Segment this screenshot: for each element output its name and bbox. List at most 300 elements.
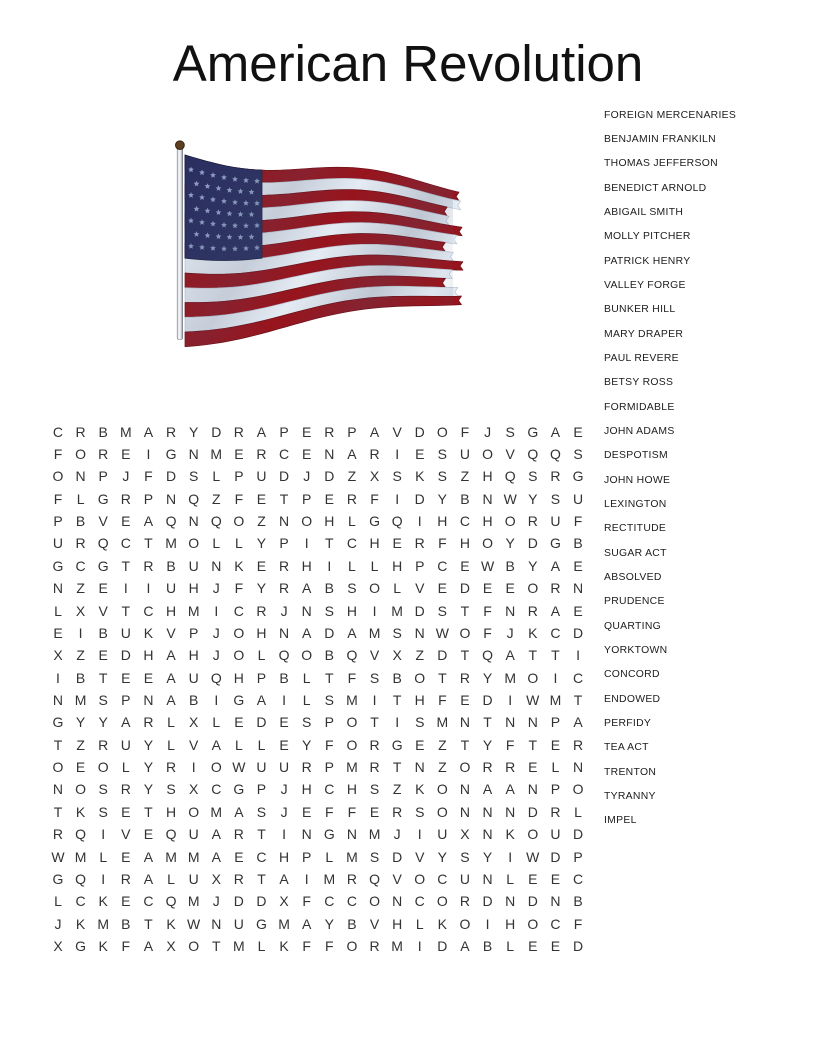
grid-cell: O bbox=[482, 535, 494, 552]
grid-cell: N bbox=[211, 915, 222, 932]
grid-cell: B bbox=[166, 557, 176, 574]
grid-cell: E bbox=[573, 423, 583, 440]
grid-cell: B bbox=[460, 490, 470, 507]
grid-cell: N bbox=[550, 893, 561, 910]
grid-cell: I bbox=[56, 669, 60, 686]
grid-cell: R bbox=[550, 468, 561, 485]
grid-cell: F bbox=[121, 937, 131, 954]
grid-cell: R bbox=[459, 669, 471, 686]
grid-cell: E bbox=[143, 826, 154, 843]
grid-cell: X bbox=[188, 781, 199, 798]
grid-cell: P bbox=[279, 535, 289, 552]
grid-cell: Q bbox=[75, 870, 87, 887]
grid-cell: H bbox=[505, 915, 516, 932]
grid-cell: E bbox=[302, 423, 312, 440]
grid-cell: R bbox=[98, 736, 109, 753]
grid-cell: A bbox=[211, 826, 221, 843]
grid-cell: K bbox=[437, 915, 448, 932]
grid-cell: K bbox=[98, 893, 108, 910]
grid-cell: H bbox=[346, 602, 357, 619]
grid-cell: Y bbox=[528, 490, 538, 507]
grid-cell: W bbox=[526, 691, 540, 708]
grid-cell: E bbox=[256, 490, 267, 507]
grid-cell: B bbox=[573, 535, 583, 552]
grid-cell: I bbox=[304, 535, 309, 552]
flag-image-container bbox=[160, 136, 465, 351]
grid-cell: L bbox=[506, 937, 515, 954]
word-search-grid bbox=[47, 421, 590, 958]
grid-cell: X bbox=[75, 602, 86, 619]
grid-cell: M bbox=[323, 870, 336, 887]
grid-cell: T bbox=[370, 714, 379, 731]
grid-cell: Y bbox=[98, 714, 108, 731]
grid-cell: D bbox=[256, 714, 267, 731]
grid-cell: O bbox=[414, 669, 426, 686]
grid-cell: Y bbox=[482, 848, 493, 865]
grid-cell: F bbox=[302, 937, 311, 954]
grid-cell: V bbox=[415, 580, 425, 597]
word-list-item: PATRICK HENRY bbox=[604, 255, 691, 267]
grid-cell: U bbox=[188, 557, 199, 574]
grid-cell: I bbox=[146, 446, 151, 463]
grid-cell: Q bbox=[549, 446, 561, 463]
grid-cell: O bbox=[75, 446, 87, 463]
grid-cell: B bbox=[98, 624, 108, 641]
grid-cell: M bbox=[346, 691, 358, 708]
grid-cell: R bbox=[256, 446, 267, 463]
grid-cell: Q bbox=[188, 490, 200, 507]
grid-cell: Y bbox=[528, 557, 538, 574]
grid-cell: L bbox=[574, 803, 582, 820]
grid-cell: O bbox=[504, 513, 516, 530]
grid-cell: D bbox=[324, 624, 335, 641]
grid-cell: P bbox=[550, 714, 561, 731]
grid-cell: R bbox=[572, 736, 584, 753]
grid-row bbox=[47, 443, 590, 465]
grid-cell: E bbox=[482, 580, 493, 597]
grid-cell: E bbox=[121, 669, 131, 686]
puzzle-title: American Revolution bbox=[172, 35, 644, 92]
grid-cell: N bbox=[52, 580, 64, 597]
grid-cell: Y bbox=[482, 736, 493, 753]
grid-cell: F bbox=[370, 490, 379, 507]
grid-cell: S bbox=[415, 803, 425, 820]
grid-cell: I bbox=[395, 490, 400, 507]
grid-cell: H bbox=[324, 513, 335, 530]
grid-cell: C bbox=[52, 423, 64, 440]
grid-cell: G bbox=[75, 937, 87, 954]
grid-cell: C bbox=[437, 870, 448, 887]
grid-cell: F bbox=[438, 535, 447, 552]
grid-cell: V bbox=[98, 602, 108, 619]
grid-cell: F bbox=[347, 669, 357, 686]
grid-cell: I bbox=[485, 915, 490, 932]
grid-cell: O bbox=[527, 669, 539, 686]
grid-cell: M bbox=[233, 937, 245, 954]
word-list-item: FOREIGN MERCENARIES bbox=[604, 109, 737, 121]
grid-cell: V bbox=[98, 513, 108, 530]
grid-cell: F bbox=[302, 893, 311, 910]
grid-cell: A bbox=[347, 624, 357, 641]
grid-cell: B bbox=[392, 669, 402, 686]
grid-cell: N bbox=[482, 870, 493, 887]
grid-cell: Q bbox=[482, 647, 494, 664]
grid-cell: R bbox=[233, 826, 244, 843]
grid-cell: A bbox=[302, 915, 312, 932]
grid-cell: E bbox=[369, 803, 380, 820]
grid-cell: R bbox=[279, 557, 290, 574]
grid-cell: F bbox=[144, 468, 153, 485]
grid-cell: R bbox=[143, 714, 154, 731]
grid-cell: E bbox=[460, 557, 470, 574]
grid-cell: N bbox=[188, 513, 199, 530]
grid-cell: M bbox=[504, 669, 517, 686]
grid-cell: A bbox=[347, 446, 357, 463]
grid-cell: N bbox=[211, 557, 222, 574]
grid-cell: X bbox=[460, 826, 470, 843]
grid-cell: D bbox=[459, 580, 471, 597]
grid-cell: M bbox=[165, 848, 177, 865]
grid-cell: U bbox=[256, 759, 267, 776]
grid-cell: O bbox=[436, 893, 448, 910]
grid-cell: I bbox=[508, 691, 513, 708]
grid-cell: T bbox=[121, 602, 131, 619]
grid-cell: A bbox=[302, 580, 312, 597]
grid-cell: S bbox=[324, 602, 334, 619]
grid-cell: Z bbox=[438, 736, 447, 753]
grid-cell: P bbox=[98, 468, 108, 485]
grid-cell: N bbox=[505, 714, 516, 731]
grid-cell: R bbox=[120, 490, 131, 507]
grid-cell: S bbox=[256, 803, 267, 820]
grid-cell: Z bbox=[415, 647, 425, 664]
grid-cell: R bbox=[369, 446, 380, 463]
grid-cell: A bbox=[460, 937, 470, 954]
grid-cell: A bbox=[573, 714, 583, 731]
grid-cell: L bbox=[506, 870, 515, 887]
grid-cell: T bbox=[211, 937, 221, 954]
grid-cell: H bbox=[392, 915, 403, 932]
grid-cell: C bbox=[324, 781, 335, 798]
grid-cell: S bbox=[573, 446, 583, 463]
grid-cell: S bbox=[302, 714, 312, 731]
grid-cell: T bbox=[325, 669, 334, 686]
grid-cell: J bbox=[54, 915, 62, 932]
grid-cell: C bbox=[120, 535, 131, 552]
grid-cell: Q bbox=[504, 468, 516, 485]
grid-cell: N bbox=[505, 602, 516, 619]
word-list-item: FORMIDABLE bbox=[604, 401, 675, 413]
grid-cell: S bbox=[98, 803, 108, 820]
grid-cell: H bbox=[165, 602, 177, 619]
grid-row bbox=[47, 845, 590, 867]
grid-cell: E bbox=[98, 580, 108, 597]
grid-cell: E bbox=[550, 937, 561, 954]
grid-cell: U bbox=[52, 535, 64, 552]
grid-cell: L bbox=[257, 647, 266, 664]
grid-cell: F bbox=[460, 423, 470, 440]
grid-cell: I bbox=[417, 937, 422, 954]
grid-cell: Y bbox=[143, 736, 154, 753]
grid-cell: P bbox=[188, 624, 199, 641]
grid-cell: D bbox=[550, 848, 561, 865]
grid-cell: M bbox=[187, 848, 200, 865]
grid-cell: T bbox=[438, 669, 447, 686]
grid-cell: L bbox=[167, 714, 175, 731]
grid-cell: L bbox=[325, 848, 334, 865]
word-list-item: QUARTING bbox=[604, 620, 662, 632]
grid-cell: T bbox=[528, 647, 538, 664]
grid-cell: E bbox=[121, 446, 131, 463]
grid-cell: O bbox=[233, 647, 245, 664]
grid-cell: I bbox=[304, 870, 309, 887]
grid-cell: Q bbox=[391, 513, 403, 530]
grid-cell: I bbox=[553, 669, 558, 686]
grid-cell: B bbox=[573, 893, 583, 910]
grid-cell: N bbox=[279, 513, 290, 530]
grid-cell: D bbox=[392, 848, 403, 865]
grid-cell: N bbox=[52, 781, 64, 798]
grid-cell: X bbox=[53, 647, 63, 664]
grid-row bbox=[47, 756, 590, 778]
grid-row bbox=[47, 778, 590, 800]
grid-cell: I bbox=[282, 691, 287, 708]
grid-cell: I bbox=[101, 870, 106, 887]
word-list-item: MARY DRAPER bbox=[604, 328, 684, 340]
grid-cell: F bbox=[234, 580, 244, 597]
grid-cell: S bbox=[392, 624, 402, 641]
grid-cell: R bbox=[527, 602, 538, 619]
grid-cell: C bbox=[550, 915, 561, 932]
grid-cell: M bbox=[549, 691, 562, 708]
grid-cell: P bbox=[143, 490, 154, 507]
grid-cell: M bbox=[187, 602, 200, 619]
grid-cell: N bbox=[188, 446, 199, 463]
word-list-item: ENDOWED bbox=[604, 693, 661, 705]
grid-cell: K bbox=[234, 557, 244, 574]
grid-cell: U bbox=[279, 759, 290, 776]
grid-cell: V bbox=[369, 915, 380, 932]
grid-cell: E bbox=[573, 557, 583, 574]
grid-cell: E bbox=[550, 736, 561, 753]
grid-cell: N bbox=[505, 803, 516, 820]
grid-cell: Z bbox=[76, 580, 85, 597]
grid-cell: J bbox=[212, 580, 220, 597]
grid-cell: H bbox=[392, 557, 403, 574]
grid-row bbox=[47, 801, 590, 823]
word-list-item: PRUDENCE bbox=[604, 596, 665, 608]
grid-cell: H bbox=[482, 513, 493, 530]
grid-cell: W bbox=[187, 915, 201, 932]
grid-cell: S bbox=[505, 423, 515, 440]
grid-cell: H bbox=[459, 535, 471, 552]
grid-cell: E bbox=[121, 893, 131, 910]
grid-cell: Y bbox=[188, 423, 199, 440]
grid-cell: N bbox=[301, 602, 312, 619]
grid-cell: L bbox=[167, 736, 175, 753]
grid-cell: G bbox=[391, 736, 403, 753]
grid-cell: Z bbox=[257, 513, 266, 530]
grid-cell: O bbox=[346, 736, 358, 753]
grid-cell: G bbox=[233, 781, 245, 798]
grid-cell: Y bbox=[256, 580, 267, 597]
grid-cell: K bbox=[279, 937, 289, 954]
grid-cell: L bbox=[348, 513, 356, 530]
grid-cell: G bbox=[52, 714, 64, 731]
grid-row bbox=[47, 689, 590, 711]
grid-cell: E bbox=[121, 513, 131, 530]
grid-cell: N bbox=[572, 759, 584, 776]
grid-cell: R bbox=[346, 870, 357, 887]
grid-cell: N bbox=[346, 826, 357, 843]
grid-cell: M bbox=[368, 826, 381, 843]
grid-cell: I bbox=[417, 826, 422, 843]
grid-cell: O bbox=[97, 759, 109, 776]
grid-cell: T bbox=[144, 535, 153, 552]
grid-cell: S bbox=[166, 781, 176, 798]
grid-cell: A bbox=[550, 423, 561, 440]
grid-cell: M bbox=[210, 803, 223, 820]
word-list-item: JOHN ADAMS bbox=[604, 425, 675, 437]
grid-cell: H bbox=[301, 781, 312, 798]
grid-cell: F bbox=[573, 513, 583, 530]
grid-cell: D bbox=[324, 468, 335, 485]
grid-cell: D bbox=[437, 937, 448, 954]
grid-cell: V bbox=[369, 647, 380, 664]
grid-cell: M bbox=[391, 602, 403, 619]
grid-cell: O bbox=[188, 803, 200, 820]
grid-cell: L bbox=[212, 714, 221, 731]
grid-cell: T bbox=[392, 759, 402, 776]
grid-cell: B bbox=[75, 669, 86, 686]
grid-cell: C bbox=[211, 781, 222, 798]
grid-cell: N bbox=[75, 468, 86, 485]
word-list-item: TRENTON bbox=[604, 766, 657, 778]
grid-cell: O bbox=[572, 781, 584, 798]
word-list-item: PAUL REVERE bbox=[604, 352, 679, 364]
grid-cell: M bbox=[165, 535, 177, 552]
grid-cell: Z bbox=[347, 468, 357, 485]
grid-cell: R bbox=[75, 535, 86, 552]
grid-cell: F bbox=[53, 490, 63, 507]
grid-cell: B bbox=[75, 513, 86, 530]
grid-cell: N bbox=[482, 490, 493, 507]
grid-row bbox=[47, 823, 590, 845]
grid-cell: R bbox=[143, 557, 154, 574]
grid-cell: L bbox=[212, 535, 221, 552]
grid-cell: N bbox=[459, 803, 471, 820]
grid-cell: G bbox=[97, 557, 109, 574]
grid-cell: K bbox=[75, 803, 86, 820]
grid-cell: O bbox=[527, 826, 539, 843]
grid-cell: E bbox=[302, 803, 312, 820]
grid-cell: R bbox=[301, 759, 312, 776]
grid-row bbox=[47, 890, 590, 912]
grid-cell: A bbox=[482, 781, 493, 798]
grid-cell: E bbox=[234, 446, 244, 463]
grid-cell: J bbox=[303, 468, 311, 485]
grid-cell: I bbox=[576, 647, 580, 664]
grid-cell: S bbox=[369, 781, 380, 798]
grid-cell: G bbox=[323, 826, 335, 843]
grid-cell: Y bbox=[324, 915, 334, 932]
grid-cell: A bbox=[234, 803, 244, 820]
grid-cell: L bbox=[393, 580, 402, 597]
grid-cell: P bbox=[573, 848, 583, 865]
grid-row bbox=[47, 666, 590, 688]
grid-cell: X bbox=[369, 468, 380, 485]
grid-cell: E bbox=[53, 624, 63, 641]
grid-cell: O bbox=[188, 535, 200, 552]
grid-row bbox=[47, 599, 590, 621]
grid-cell: I bbox=[214, 691, 219, 708]
grid-cell: J bbox=[506, 624, 514, 641]
grid-cell: T bbox=[144, 915, 153, 932]
grid-cell: F bbox=[438, 691, 447, 708]
grid-cell: D bbox=[279, 468, 290, 485]
grid-cell: O bbox=[233, 513, 245, 530]
grid-cell: G bbox=[233, 691, 245, 708]
grid-cell: U bbox=[233, 915, 244, 932]
grid-cell: G bbox=[256, 915, 267, 932]
grid-cell: A bbox=[550, 602, 561, 619]
grid-cell: I bbox=[146, 580, 151, 597]
grid-cell: H bbox=[301, 557, 312, 574]
grid-cell: E bbox=[505, 580, 515, 597]
grid-cell: L bbox=[302, 691, 311, 708]
word-list-item: MOLLY PITCHER bbox=[604, 231, 691, 243]
grid-cell: B bbox=[279, 669, 289, 686]
grid-row bbox=[47, 935, 590, 957]
grid-cell: N bbox=[414, 624, 425, 641]
grid-cell: N bbox=[572, 580, 584, 597]
grid-cell: P bbox=[415, 557, 425, 574]
grid-cell: Z bbox=[211, 490, 221, 507]
grid-cell: U bbox=[459, 870, 471, 887]
grid-cell: C bbox=[572, 669, 584, 686]
grid-cell: U bbox=[572, 490, 584, 507]
grid-cell: A bbox=[166, 691, 176, 708]
grid-cell: L bbox=[167, 870, 175, 887]
grid-cell: A bbox=[505, 647, 515, 664]
grid-cell: M bbox=[187, 893, 200, 910]
grid-cell: G bbox=[52, 557, 64, 574]
grid-cell: G bbox=[527, 423, 539, 440]
grid-row bbox=[47, 711, 590, 733]
grid-cell: S bbox=[392, 468, 402, 485]
grid-cell: Q bbox=[278, 647, 290, 664]
grid-cell: S bbox=[98, 781, 108, 798]
grid-cell: O bbox=[301, 513, 313, 530]
grid-cell: Y bbox=[75, 714, 86, 731]
grid-cell: A bbox=[369, 423, 380, 440]
grid-cell: S bbox=[347, 580, 357, 597]
grid-cell: L bbox=[348, 557, 356, 574]
grid-cell: E bbox=[573, 602, 583, 619]
grid-cell: T bbox=[257, 826, 266, 843]
grid-cell: W bbox=[435, 624, 449, 641]
grid-cell: R bbox=[369, 937, 380, 954]
grid-cell: C bbox=[572, 870, 584, 887]
grid-cell: L bbox=[257, 937, 266, 954]
grid-cell: S bbox=[188, 468, 199, 485]
grid-cell: J bbox=[280, 781, 288, 798]
grid-cell: U bbox=[550, 826, 561, 843]
grid-cell: R bbox=[279, 580, 290, 597]
grid-cell: S bbox=[415, 714, 425, 731]
grid-cell: A bbox=[143, 870, 154, 887]
grid-cell: O bbox=[75, 781, 87, 798]
